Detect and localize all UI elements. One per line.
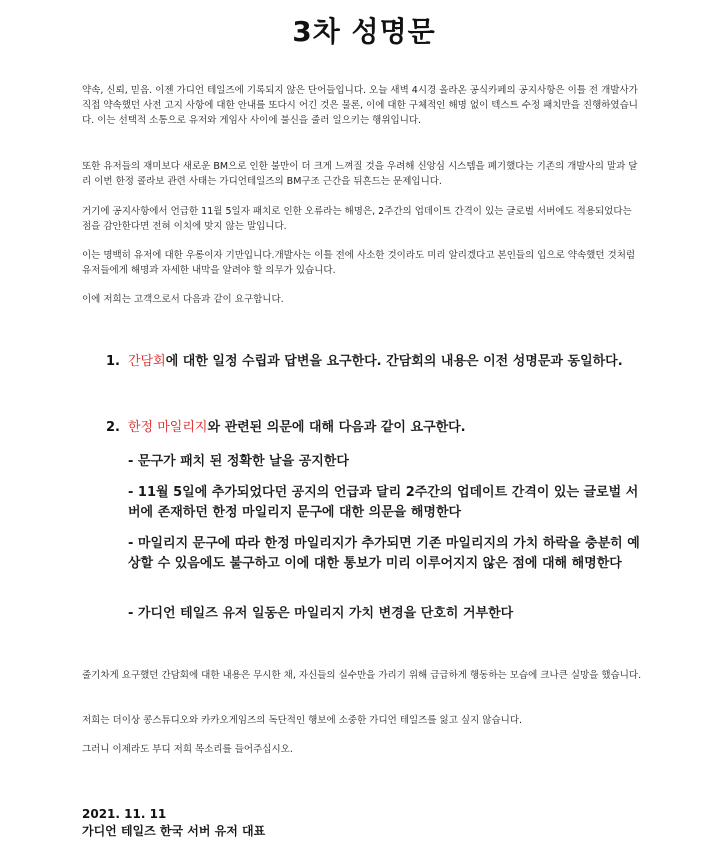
- document-title: 3차 성명문: [292, 15, 436, 48]
- closing-paragraph-1: 줄기차게 요구했던 간담회에 대한 내용은 무시한 채, 자신들의 실수만을 가리기 위해 급급하게 행동하는 모습에 크나큰 실망을 했습니다.: [82, 670, 642, 681]
- signature-name: 가디언 테일즈 한국 서버 유저 대표: [82, 824, 266, 838]
- intro-paragraph-4: 이는 명백히 유저에 대한 우롱이자 기만입니다.개발사는 이틀 전에 사소한 것이라도 미리 알리겠다고 본인들의 입으로 약속했던 것처럼 유저들에게 해명과 자세한 내막을 알려야 할 의무가 있습니다.: [82, 250, 636, 276]
- signature-date: 2021. 11. 11: [82, 807, 167, 821]
- demand-2: [128, 418, 628, 438]
- demand-2-text: 와 관련된 의문에 대해 다음과 같이 요구한다.: [207, 420, 466, 435]
- demand-2-subitem-4: - 가디언 테일즈 유저 일동은 마일리지 가치 변경을 단호히 거부한다: [128, 606, 514, 621]
- demand-2-subitem-2: - 11월 5일에 추가되었다던 공지의 언급과 달리 2주간의 업데이트 간격이 있는 글로벌 서버에 존재하던 한정 마일리지 문구에 대한 의문을 해명한다: [128, 485, 639, 520]
- demand-1-number: 1.: [106, 354, 120, 369]
- demand-1: [128, 352, 628, 372]
- closing-paragraph-3: 그러니 이제라도 부디 저희 목소리를 들어주십시오.: [82, 744, 293, 755]
- demand-1-highlight: 간담회: [128, 354, 166, 369]
- intro-paragraph-2: 또한 유저들의 재미보다 새로운 BM으로 인한 불만이 더 크게 느껴질 것을 우려해 신앙심 시스템을 폐기했다는 기존의 개발사의 말과 달리 이번 한정 콜라보 관련 사태는 가디언테일즈의 BM구조 근간을 뒤흔드는 문제입니다.: [82, 161, 638, 187]
- demand-2-highlight: 한정 마일리지: [128, 420, 208, 435]
- demand-2-subitem-1: - 문구가 패치 된 정확한 날을 공지한다: [128, 454, 349, 469]
- demand-1-text: 에 대한 일정 수립과 답변을 요구한다. 간담회의 내용은 이전 성명문과 동일하다.: [165, 354, 623, 369]
- intro-paragraph-1: 약속, 신뢰, 믿음. 이젠 가디언 테일즈에 기록되지 않은 단어들입니다. 오늘 새벽 4시경 올라온 공식카페의 공지사항은 이틀 전 개발사가 직접 약속했던 사전 고지 사항에 대한 안내를 또다시 어긴 것은 물론, 이에 대한 구체적인 해명 없이 텍스트 수정 패치만을 진행하였습니다. 이는 선택적 소통으로 유저와 게임사 사이에 불신을 줄러 일으키는 행위입니다.: [82, 85, 638, 126]
- closing-paragraph-2: 저희는 더이상 콩스튜디오와 카카오게임즈의 독단적인 행보에 소중한 가디언 테일즈를 잃고 싶지 않습니다.: [82, 715, 523, 726]
- intro-paragraph-3: 거기에 공지사항에서 언급한 11월 5일자 패치로 인한 오류라는 해명은, 2주간의 업데이트 간격이 있는 글로벌 서버에도 적용되었다는 점을 감안한다면 전혀 이치에 맞지 않는 말입니다.: [82, 206, 632, 232]
- intro-paragraph-5: 이에 저희는 고객으로서 다음과 같이 요구합니다.: [82, 294, 284, 305]
- demand-2-subitem-3: - 마일리지 문구에 따라 한정 마일리지가 추가되면 기존 마일리지의 가치 하락을 충분히 예상할 수 있음에도 불구하고 이에 대한 통보가 미리 이루어지지 않은 점에 대해 해명한다: [128, 536, 640, 571]
- demand-2-number: 2.: [106, 420, 120, 435]
